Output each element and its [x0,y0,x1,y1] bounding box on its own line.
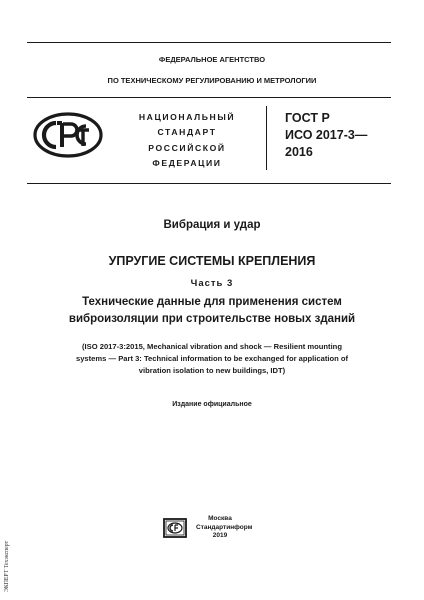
national-standard-block [128,110,246,171]
document-part: Часть 3 [190,278,234,289]
gost-r-certification-logo-icon [33,112,103,158]
standard-designation [285,110,367,161]
standard-line: СТАНДАРТ [157,127,217,138]
publisher-info [196,515,253,541]
standard-line: ФЕДЕРАЦИИ [152,157,222,168]
standartinform-logo-icon [163,518,187,538]
iso-reference-line-3: vibration isolation to new buildings, IDT) [138,366,286,375]
designation-line-1: ГОСТ Р [285,111,330,125]
vertical-divider [266,106,267,170]
publisher-name: Стандартинформ [196,523,253,531]
document-subtitle-line-1: Технические данные для применения систем [82,296,342,308]
edition-label: Издание официальное [172,401,252,408]
standard-line: РОССИЙСКОЙ [148,142,226,153]
side-watermark: ЭКПЕРТ Техэксперт [4,540,10,592]
agency-line-2: ПО ТЕХНИЧЕСКОМУ РЕГУЛИРОВАНИЮ И МЕТРОЛОГИИ [107,76,317,85]
agency-line-1: ФЕДЕРАЛЬНОЕ АГЕНТСТВО [158,55,266,64]
iso-reference-line-2: systems — Part 3: Technical information to be exchanged for application of [75,354,349,363]
publication-year: 2019 [212,532,228,539]
header-rule [27,97,391,98]
document-topic: Вибрация и удар [163,219,261,231]
publisher-city: Москва [208,515,232,522]
document-subtitle-line-2: виброизоляции при строительстве новых зданий [68,313,356,325]
standard-line: НАЦИОНАЛЬНЫЙ [138,112,236,122]
iso-reference-line-1: (ISO 2017-3:2015, Mechanical vibration and shock — Resilient mounting [82,342,342,351]
top-rule [27,42,391,43]
designation-line-2: ИСО 2017-3— [285,128,368,142]
document-title: УПРУГИЕ СИСТЕМЫ КРЕПЛЕНИЯ [108,254,316,268]
block-rule [27,183,391,184]
designation-line-3: 2016 [285,145,313,159]
